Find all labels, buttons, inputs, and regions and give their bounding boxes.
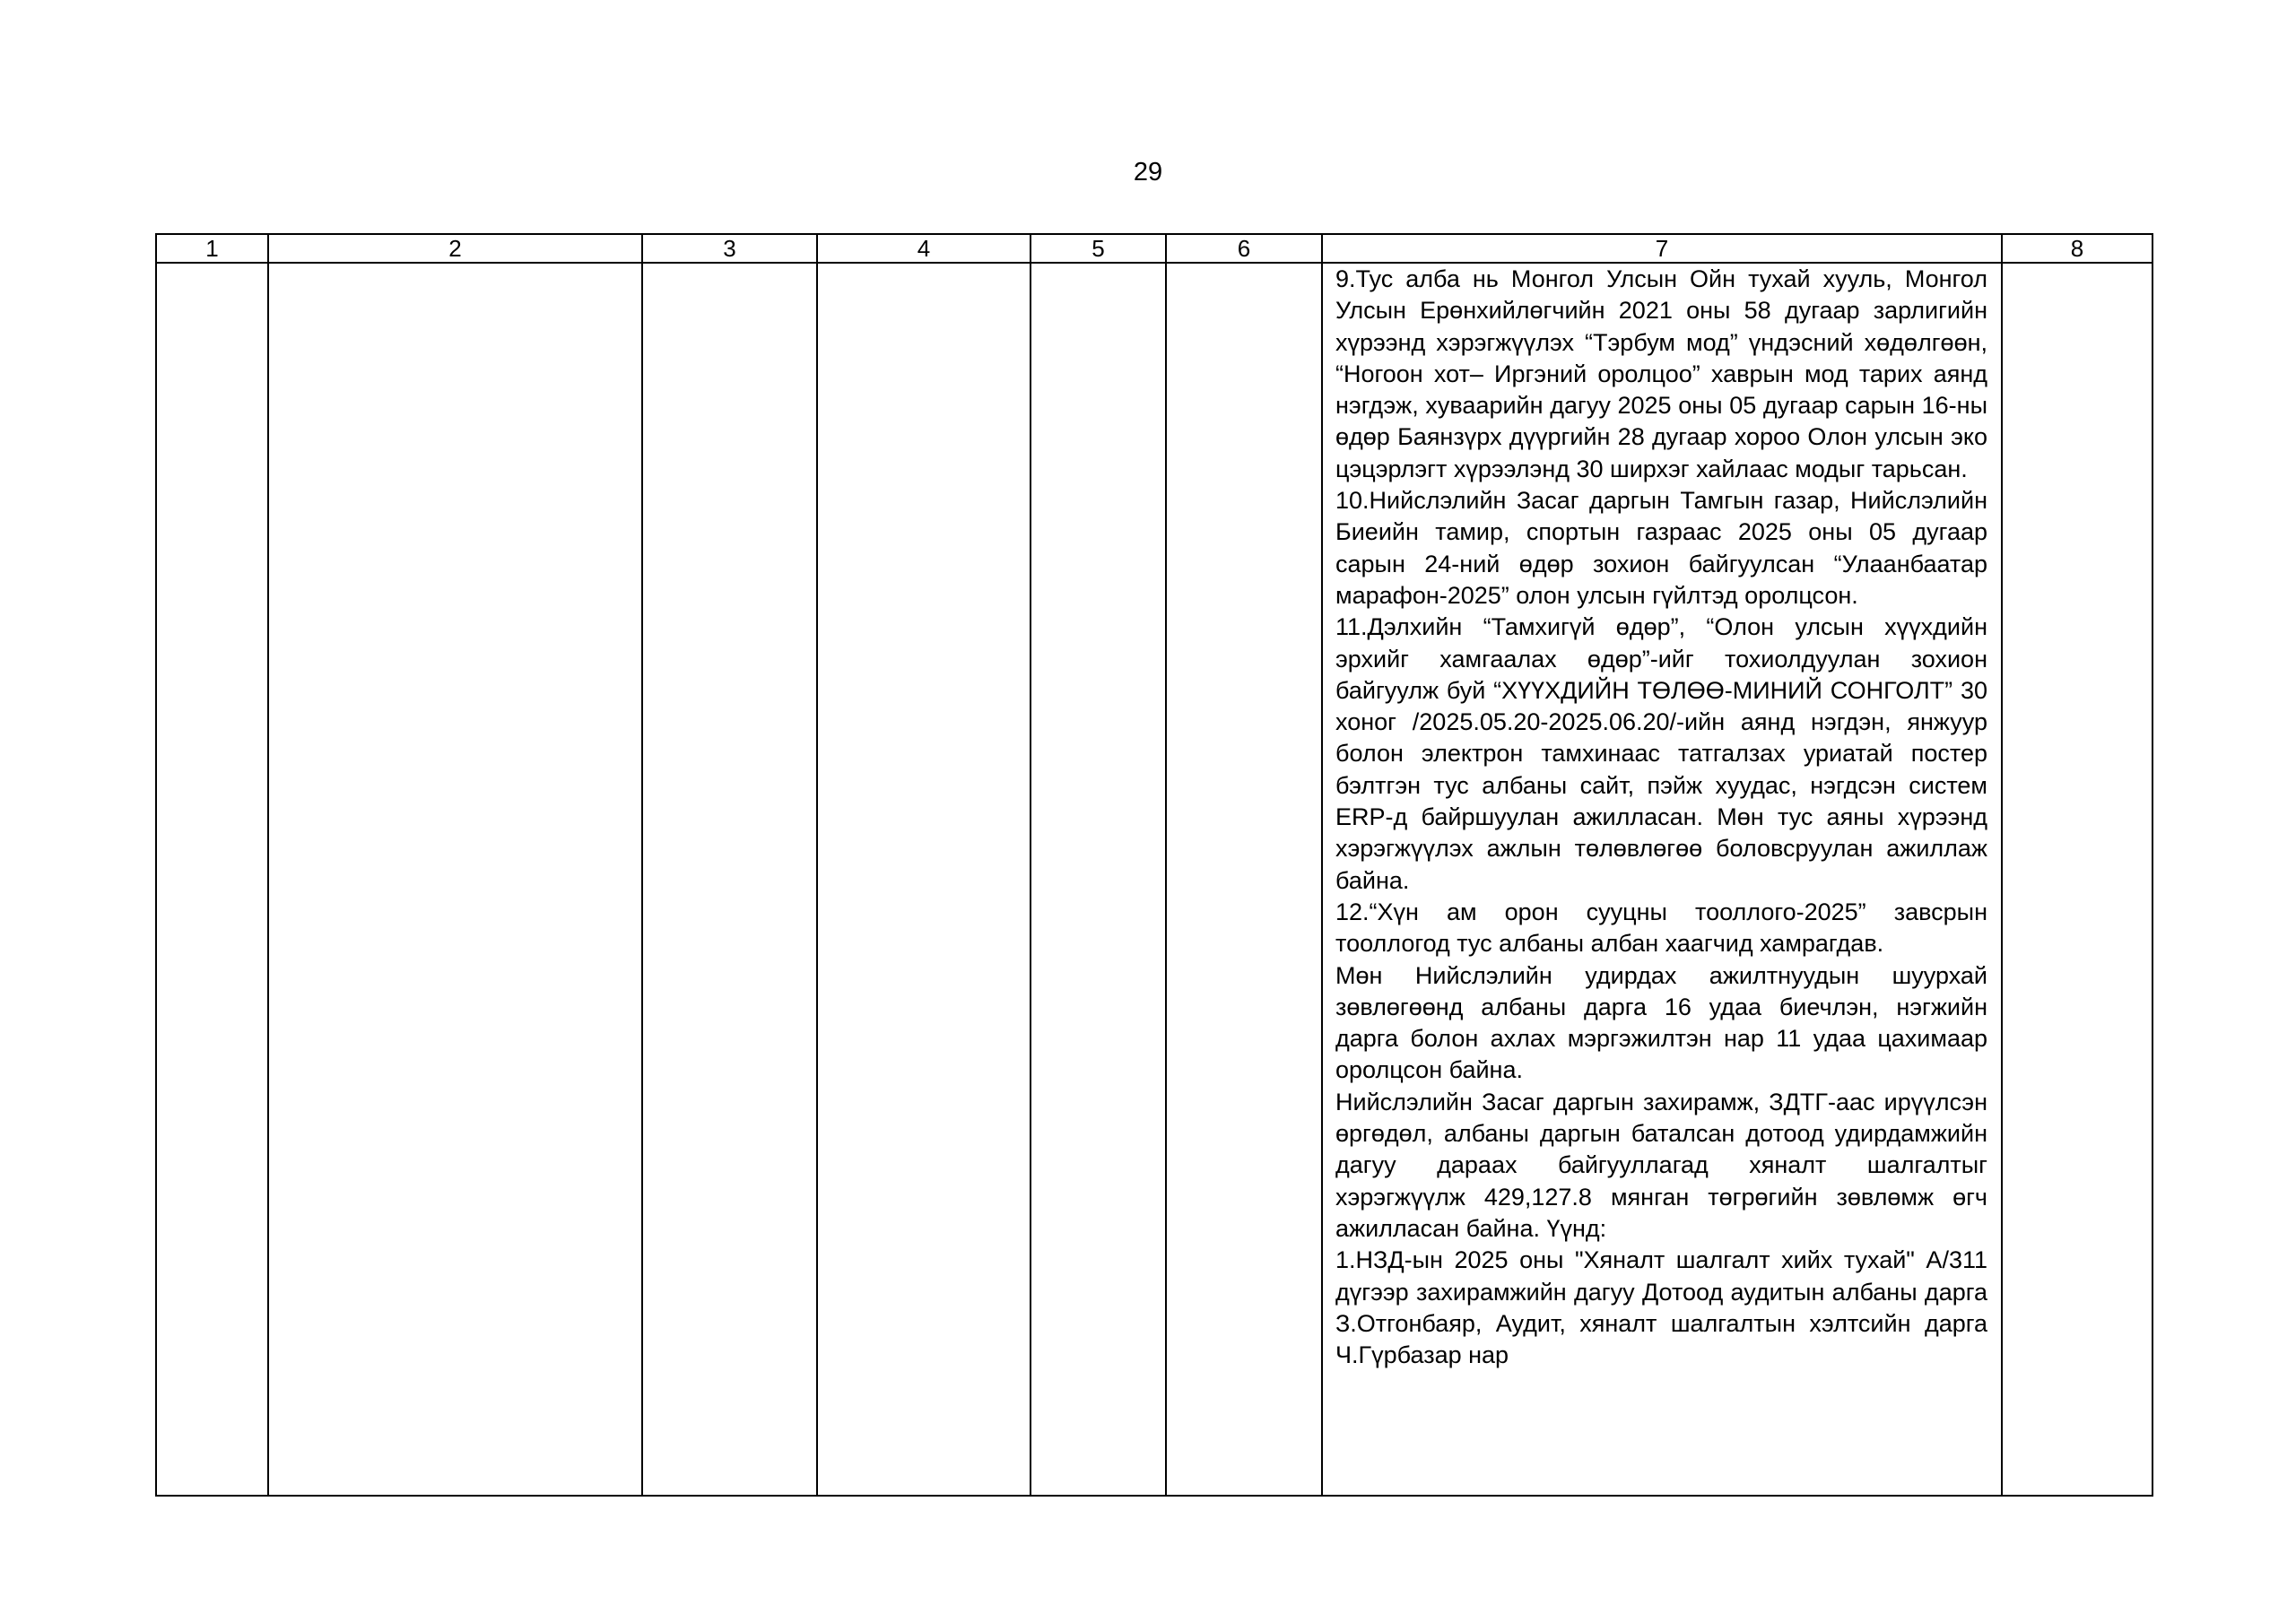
column-header-7: 7 [1322, 234, 2002, 263]
report-table [155, 233, 2153, 1497]
cell-col-3 [642, 263, 817, 1496]
column-header-4: 4 [817, 234, 1031, 263]
page-number: 29 [1133, 158, 1163, 187]
paragraph-meetings: Мөн Нийслэлийн удирдах ажилтнуудын шуурхай зөвлөгөөнд албаны дарга 16 удаа биечлэн, нэгжийн дарга болон ахлах мэргэжилтэн нар 11 удаа цахимаар оролцсон байна. [1335, 961, 1987, 1084]
cell-col-7 [1322, 263, 2002, 1496]
table-row [156, 263, 2152, 1496]
paragraph-inspections: Нийслэлийн Засаг даргын захирамж, ЗДТГ-аас ирүүлсэн өргөдөл, албаны даргын баталсан дотоод удирдамжийн дагуу дараах байгууллагад хяналт шалгалтыг хэрэгжүүлж 429,127.8 мянган төгрөгийн зөвлөмж өгч ажилласан байна. Үүнд: [1335, 1088, 1987, 1242]
column-header-1: 1 [156, 234, 268, 263]
header-row [156, 234, 2152, 263]
column-header-3: 3 [642, 234, 817, 263]
column-header-6: 6 [1166, 234, 1322, 263]
cell-col-5 [1031, 263, 1166, 1496]
paragraph-item-10: 10.Нийслэлийн Засаг даргын Тамгын газар, Нийслэлийн Биеийн тамир, спортын газраас 2025 оны 05 дугаар сарын 24-ний өдөр зохион байгуулсан “Улаанбаатар марафон-2025” олон улсын гүйлтэд оролцсон. [1335, 487, 1987, 609]
cell-col-2 [268, 263, 642, 1496]
cell-col-8 [2002, 263, 2152, 1496]
paragraph-inspection-1: 1.НЗД-ын 2025 оны "Хяналт шалгалт хийх тухай" А/311 дүгээр захирамжийн дагуу Дотоод аудитын албаны дарга З.Отгонбаяр, Аудит, хяналт шалгалтын хэлтсийн дарга Ч.Гүрбазар нар [1335, 1246, 1987, 1369]
activity-report-text [1323, 264, 2001, 1371]
cell-col-4 [817, 263, 1031, 1496]
column-header-5: 5 [1031, 234, 1166, 263]
cell-col-6 [1166, 263, 1322, 1496]
paragraph-item-12: 12.“Хүн ам орон сууцны тооллого-2025” завсрын тооллогод тус албаны албан хаагчид хамрагдав. [1335, 898, 1987, 958]
cell-col-1 [156, 263, 268, 1496]
column-header-2: 2 [268, 234, 642, 263]
column-header-8: 8 [2002, 234, 2152, 263]
paragraph-item-11: 11.Дэлхийн “Тамхигүй өдөр”, “Олон улсын хүүхдийн эрхийг хамгаалах өдөр”-ийг тохиолдуулан зохион байгуулж буй “ХҮҮХДИЙН ТӨЛӨӨ-МИНИЙ СОНГОЛТ” 30 хоног /2025.05.20-2025.06.20/-ийн аянд нэгдэн, янжуур болон электрон тамхинаас татгалзах уриатай постер бэлтгэн тус албаны сайт, пэйж хуудас, нэгдсэн систем ERP-д байршуулан ажилласан. Мөн тус аяны хүрээнд хэрэгжүүлэх ажлын төлөвлөгөө боловсруулан ажиллаж байна. [1335, 613, 1987, 894]
paragraph-item-9: 9.Тус алба нь Монгол Улсын Ойн тухай хууль, Монгол Улсын Ерөнхийлөгчийн 2021 оны 58 дугаар зарлигийн хүрээнд хэрэгжүүлэх “Тэрбум мод” үндэсний хөдөлгөөн, “Ногоон хот– Иргэний оролцоо” хаврын мод тарих аянд нэгдэж, хуваарийн дагуу 2025 оны 05 дугаар сарын 16-ны өдөр Баянзүрх дүүргийн 28 дугаар хороо Олон улсын эко цэцэрлэгт хүрээлэнд 30 ширхэг хайлаас модыг тарьсан. [1335, 265, 1987, 482]
